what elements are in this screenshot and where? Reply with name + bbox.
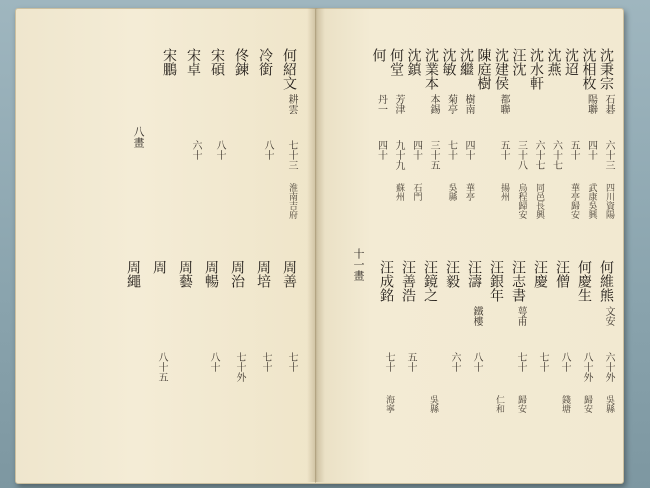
- entry-age: 七十: [286, 352, 297, 372]
- entry-note: 耕雲: [286, 94, 297, 114]
- entry-name: 周藝: [177, 260, 193, 288]
- entry-column: [457, 48, 473, 233]
- entry-column: [422, 48, 438, 233]
- entry-column: [575, 260, 591, 445]
- entry-age: 七十: [445, 140, 457, 160]
- entry-age: 六十七: [550, 140, 562, 170]
- entry-place: 石門: [411, 183, 422, 201]
- entry-age: 八十: [559, 352, 570, 372]
- section-heading: 十一畫: [352, 248, 365, 281]
- entry-name: 宋鵬: [161, 48, 177, 76]
- entry-column: [150, 260, 166, 445]
- entry-column: [370, 48, 386, 233]
- entry-name: 汪沈: [510, 48, 527, 76]
- entry-name: 宋卓: [185, 48, 201, 76]
- entry-column: [531, 260, 547, 445]
- entry-name: 何堂: [388, 48, 404, 76]
- entry-name: 沈鎮: [405, 48, 422, 76]
- entry-name: 沈敏: [440, 48, 457, 76]
- entry-place: 歸安: [516, 395, 526, 413]
- entry-column: [527, 48, 543, 233]
- entry-name: 汪成銘: [378, 260, 394, 302]
- entry-name: 汪僧: [554, 260, 570, 288]
- entry-age: 四十: [375, 140, 387, 160]
- entry-age: 六十外: [603, 352, 614, 382]
- entry-name: 汪銀年: [488, 260, 504, 302]
- entry-age: 八十五: [156, 352, 167, 382]
- section-heading: 八畫: [132, 126, 145, 148]
- entry-name: 陳庭樹: [475, 48, 492, 90]
- entry-note: 陽聯: [585, 94, 597, 114]
- entry-column: [176, 260, 192, 445]
- entry-column: [475, 48, 491, 233]
- entry-age: 八十外: [581, 352, 592, 382]
- entry-age: 七十外: [234, 352, 245, 382]
- entry-name: 汪善浩: [400, 260, 416, 302]
- entry-column: [443, 260, 459, 445]
- open-book: [15, 8, 622, 482]
- entry-place: 仁和: [494, 395, 504, 413]
- entry-column: [597, 260, 613, 445]
- entry-name: 沈建侯: [493, 48, 509, 90]
- entry-age: 六十: [449, 352, 460, 372]
- entry-name: 沈燕: [545, 48, 562, 76]
- entry-place: 揚州: [499, 183, 509, 201]
- entry-place: 同邑長興: [534, 183, 544, 219]
- entry-name: 何維熊: [598, 260, 614, 302]
- entry-name: 汪志書: [510, 260, 526, 302]
- entry-place: 華亭: [464, 183, 474, 201]
- entry-age: 七十三: [286, 140, 297, 170]
- entry-name: 周: [151, 260, 167, 274]
- entry-age: 八十: [208, 352, 219, 372]
- entry-name: 沈相枚: [580, 48, 597, 90]
- entry-age: 六十七: [533, 140, 544, 170]
- entry-column: [405, 48, 421, 233]
- entry-note: 文安: [603, 306, 614, 326]
- entry-name: 周繩: [125, 260, 141, 288]
- entry-note: 丹一: [375, 94, 387, 114]
- entry-column: [580, 48, 596, 233]
- entry-age: 六十三: [603, 140, 614, 170]
- entry-note: 萼甫: [515, 306, 526, 326]
- entry-note: 樹南: [463, 94, 474, 114]
- entry-column: [510, 48, 526, 233]
- entry-name: 周培: [255, 260, 271, 288]
- entry-name: 周暢: [203, 260, 219, 288]
- book-gutter: [307, 8, 325, 482]
- entry-name: 汪鏡之: [422, 260, 438, 302]
- entry-name: 沈迢: [563, 48, 579, 76]
- entry-age: 五十: [498, 140, 509, 160]
- entry-name: 沈業本: [423, 48, 439, 90]
- entry-place: 吳縣: [446, 183, 457, 201]
- entry-name: 冷銜: [257, 48, 273, 76]
- entry-age: 九十九: [393, 140, 404, 170]
- entry-age: 四十: [585, 140, 597, 160]
- entry-note: 芳津: [393, 94, 404, 114]
- entry-name: 何: [370, 48, 387, 62]
- entry-name: 汪慶: [532, 260, 548, 288]
- entry-column: [160, 48, 176, 233]
- entry-name: 汪濤: [466, 260, 482, 288]
- entry-column: [421, 260, 437, 445]
- entry-column: [487, 260, 503, 445]
- entry-age: 八十: [471, 352, 482, 372]
- entry-age: 八十: [214, 140, 225, 160]
- entry-place: 錢塘: [560, 395, 570, 413]
- entry-column: [440, 48, 456, 233]
- entry-age: 七十: [383, 352, 394, 372]
- entry-column: [280, 48, 296, 233]
- entry-name: 沈水軒: [528, 48, 544, 90]
- entry-column: [465, 260, 481, 445]
- entry-age: 四十: [410, 140, 422, 160]
- entry-column: [184, 48, 200, 233]
- entry-age: 三十八: [515, 140, 527, 170]
- entry-note: 鐵樓: [471, 306, 482, 326]
- entry-age: 五十: [405, 352, 416, 372]
- entry-age: 三十五: [428, 140, 439, 170]
- entry-note: 都聯: [498, 94, 509, 114]
- entry-column: [377, 260, 393, 445]
- entry-column: [208, 48, 224, 233]
- entry-age: 八十: [262, 140, 273, 160]
- entry-column: [509, 260, 525, 445]
- entry-column: [562, 48, 578, 233]
- entry-column: [124, 260, 140, 445]
- entry-place: 武康吳興: [586, 183, 597, 219]
- entry-column: [228, 260, 244, 445]
- entry-age: 七十: [537, 352, 548, 372]
- entry-age: 四十: [463, 140, 474, 160]
- entry-age: 六十: [190, 140, 201, 160]
- entry-name: 沈秉宗: [598, 48, 614, 90]
- entry-name: 何紹文: [281, 48, 297, 90]
- entry-place: 吳縣: [604, 395, 614, 413]
- entry-column: [399, 260, 415, 445]
- entry-note: 石碁: [603, 94, 614, 114]
- entry-column: [232, 48, 248, 233]
- entry-name: 周善: [281, 260, 297, 288]
- entry-column: [387, 48, 403, 233]
- entry-place: 烏程歸安: [516, 183, 527, 219]
- entry-name: 沈繼: [458, 48, 474, 76]
- entry-place: 歸安: [582, 395, 592, 413]
- entry-column: [597, 48, 613, 233]
- entry-column: [553, 260, 569, 445]
- entry-name: 周治: [229, 260, 245, 288]
- entry-column: [254, 260, 270, 445]
- entry-place: 四川資陽: [604, 183, 614, 219]
- entry-place: 華亭歸安: [569, 183, 579, 219]
- entry-name: 佟鍊: [233, 48, 249, 76]
- entry-note: 本錫: [428, 94, 439, 114]
- entry-note: 菊亭: [445, 94, 457, 114]
- entry-place: 海寧: [384, 395, 394, 413]
- entry-name: 何慶生: [576, 260, 592, 302]
- entry-column: [545, 48, 561, 233]
- entry-name: 汪毅: [444, 260, 460, 288]
- entry-age: 五十: [568, 140, 579, 160]
- entry-age: 七十: [260, 352, 271, 372]
- entry-column: [256, 48, 272, 233]
- entry-column: [202, 260, 218, 445]
- entry-place: 吳縣: [428, 395, 438, 413]
- entry-place: 淮南吉府: [287, 183, 297, 219]
- entry-place: 蘇州: [394, 183, 404, 201]
- entry-age: 七十: [515, 352, 526, 372]
- entry-name: 宋碩: [209, 48, 225, 76]
- entry-column: [280, 260, 296, 445]
- entry-column: [492, 48, 508, 233]
